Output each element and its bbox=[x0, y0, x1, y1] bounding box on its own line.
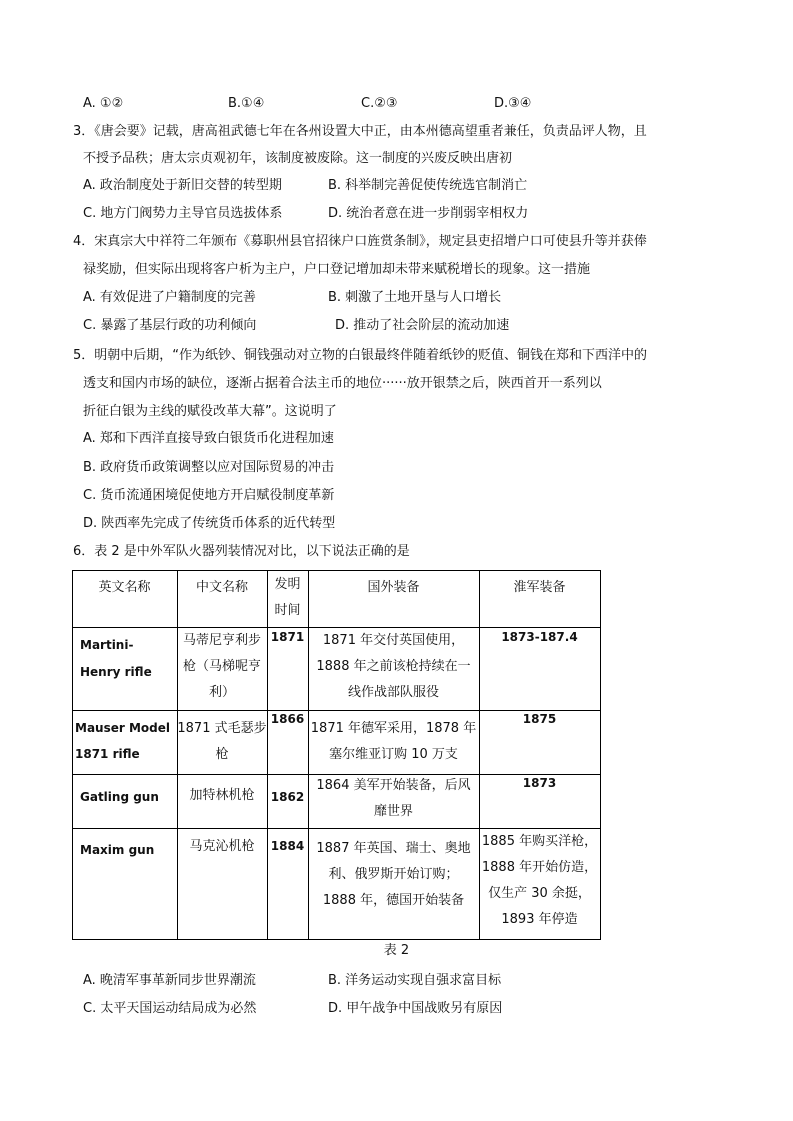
q3-option-c: C. 地方门阀势力主导官员选拔体系 bbox=[83, 206, 283, 221]
row2-english-line1: Mauser Model bbox=[75, 721, 170, 735]
row4-foreign-line2: 利、俄罗斯开始订购； bbox=[328, 867, 459, 882]
row2-english-line2: 1871 rifle bbox=[75, 747, 140, 761]
q2-option-b: B.①④ bbox=[228, 96, 265, 111]
q4-stem-line1: 4．宋真宗大中祥符二年颁布《募职州县官招徕户口旌赏条制》，规定县吏招增户口可使县升等并获俸 bbox=[73, 234, 647, 249]
header-english-name: 英文名称 bbox=[98, 580, 151, 595]
q4-stem-line2: 禄奖励，但实际出现将客户析为主户，户口登记增加却未带来赋税增长的现象。这一措施 bbox=[83, 262, 591, 277]
row2-huai: 1875 bbox=[522, 712, 557, 726]
row4-huai-line2: 1888 年开始仿造， bbox=[481, 860, 598, 875]
row2-year: 1866 bbox=[270, 712, 305, 726]
q4-option-b: B. 刺激了土地开垦与人口增长 bbox=[328, 290, 502, 305]
row1-chinese-line1: 马蒂尼亨利步 bbox=[182, 633, 261, 648]
row3-foreign-line1: 1864 美军开始装备，后风 bbox=[316, 778, 471, 793]
row4-year: 1884 bbox=[270, 839, 305, 853]
q6-option-d: D. 甲午战争中国战败另有原因 bbox=[328, 1001, 503, 1016]
q5-stem-line2: 透支和国内市场的缺位，逐渐占据着合法主币的地位······放开银禁之后，陕西首开一系列以 bbox=[83, 376, 602, 391]
q5-option-b: B. 政府货币政策调整以应对国际贸易的冲击 bbox=[83, 460, 335, 475]
row3-chinese: 加特林机枪 bbox=[189, 788, 255, 803]
row1-foreign-line1: 1871 年交付英国使用， bbox=[322, 633, 465, 648]
row4-huai-line4: 1893 年停造 bbox=[501, 912, 578, 927]
q6-option-a: A. 晚清军事革新同步世界潮流 bbox=[83, 973, 256, 988]
q2-option-d: D.③④ bbox=[494, 96, 532, 111]
weapons-table bbox=[72, 570, 601, 940]
q3-stem-line2: 不授予品秩；唐太宗贞观初年，该制度被废除。这一制度的兴废反映出唐初 bbox=[83, 151, 513, 166]
header-huai-army-equipment: 淮军装备 bbox=[513, 580, 566, 595]
row2-foreign-line1: 1871 年德军采用，1878 年 bbox=[310, 721, 477, 736]
header-invention-2: 时间 bbox=[274, 603, 301, 618]
q4-option-c: C. 暴露了基层行政的功利倾向 bbox=[83, 318, 257, 333]
q4-option-d: D. 推动了社会阶层的流动加速 bbox=[335, 318, 510, 333]
q2-option-a: A. ①② bbox=[83, 96, 124, 111]
row3-foreign-line2: 靡世界 bbox=[373, 804, 413, 819]
row1-chinese-line2: 枪（马梯呢亨 bbox=[182, 659, 261, 674]
header-chinese-name: 中文名称 bbox=[195, 580, 248, 595]
row3-huai: 1873 bbox=[522, 776, 557, 790]
row4-huai-line3: 仅生产 30 余挺， bbox=[488, 886, 591, 901]
row4-english: Maxim gun bbox=[80, 843, 155, 857]
q5-option-c: C. 货币流通困境促使地方开启赋役制度革新 bbox=[83, 488, 335, 503]
row1-foreign-line3: 线作战部队服役 bbox=[347, 685, 439, 700]
q3-option-b: B. 科举制完善促使传统选官制消亡 bbox=[328, 178, 528, 193]
q3-option-a: A. 政治制度处于新旧交替的转型期 bbox=[83, 178, 282, 193]
header-invention-1: 发明 bbox=[274, 577, 301, 592]
q2-option-c: C.②③ bbox=[361, 96, 398, 111]
q5-stem-line3: 折征白银为主线的赋役改革大幕”。这说明了 bbox=[83, 404, 337, 419]
row3-year: 1862 bbox=[270, 790, 305, 804]
row2-foreign-line2: 塞尔维亚订购 10 万支 bbox=[329, 747, 458, 762]
row1-english-line1: Martini- bbox=[80, 638, 134, 652]
row4-foreign-line3: 1888 年，德国开始装备 bbox=[322, 893, 465, 908]
row3-english: Gatling gun bbox=[80, 790, 159, 804]
q6-option-b: B. 洋务运动实现自强求富目标 bbox=[328, 973, 502, 988]
table-caption: 表 2 bbox=[383, 943, 410, 958]
q5-option-a: A. 郑和下西洋直接导致白银货币化进程加速 bbox=[83, 431, 334, 446]
row1-chinese-line3: 利） bbox=[208, 685, 235, 700]
row1-huai: 1873-187.4 bbox=[501, 630, 578, 644]
q6-option-c: C. 太平天国运动结局成为必然 bbox=[83, 1001, 257, 1016]
row2-chinese-line2: 枪 bbox=[215, 747, 229, 762]
q3-stem-line1: 3．《唐会要》记载，唐高祖武德七年在各州设置大中正，由本州德高望重者兼任，负责品评人物，且 bbox=[73, 124, 647, 139]
q4-option-a: A. 有效促进了户籍制度的完善 bbox=[83, 290, 256, 305]
header-foreign-equipment: 国外装备 bbox=[367, 580, 420, 595]
q6-stem: 6．表 2 是中外军队火器列装情况对比，以下说法正确的是 bbox=[73, 544, 410, 559]
row1-year: 1871 bbox=[270, 630, 305, 644]
q3-option-d: D. 统治者意在进一步削弱宰相权力 bbox=[328, 206, 529, 221]
row4-huai-line1: 1885 年购买洋枪， bbox=[481, 834, 598, 849]
row2-chinese-line1: 1871 式毛瑟步 bbox=[177, 721, 267, 736]
row4-chinese: 马克沁机枪 bbox=[189, 839, 255, 854]
q5-stem-line1: 5．明朝中后期，“作为纸钞、铜钱强动对立物的白银最终伴随着纸钞的贬值、铜钱在郑和下西洋中的 bbox=[73, 348, 648, 363]
row1-english-line2: Henry rifle bbox=[80, 665, 152, 679]
q5-option-d: D. 陕西率先完成了传统货币体系的近代转型 bbox=[83, 516, 336, 531]
row1-foreign-line2: 1888 年之前该枪持续在一 bbox=[316, 659, 471, 674]
row4-foreign-line1: 1887 年英国、瑞士、奥地 bbox=[316, 841, 471, 856]
